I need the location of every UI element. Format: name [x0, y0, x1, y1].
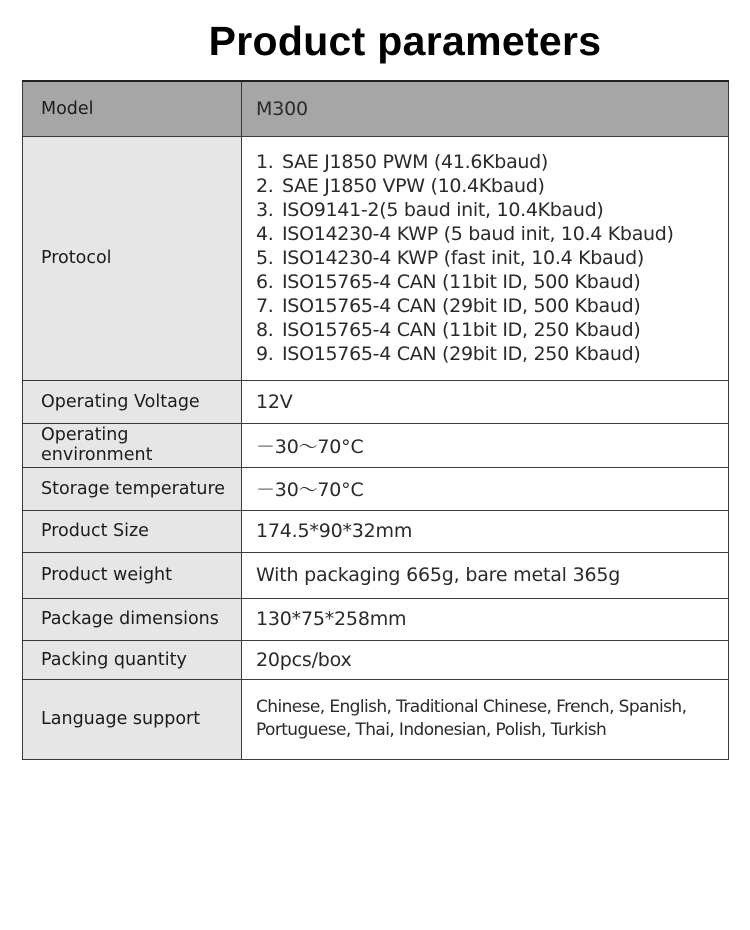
list-item: 2. SAE J1850 VPW (10.4Kbaud) [256, 174, 545, 197]
table-row-product-size [23, 510, 729, 552]
row-label: Product Size [23, 510, 242, 552]
list-item: 8. ISO15765-4 CAN (11bit ID, 250 Kbaud) [256, 319, 641, 342]
list-item: 3. ISO9141-2(5 baud init, 10.4Kbaud) [256, 198, 604, 221]
list-item: 6. ISO15765-4 CAN (11bit ID, 500 Kbaud) [256, 271, 641, 294]
table-row-package-dimensions [23, 598, 729, 640]
row-value: M300 [242, 81, 729, 136]
spec-table [22, 80, 729, 760]
table-row-protocol [23, 136, 729, 380]
row-label: Storage temperature [23, 467, 242, 510]
list-item: 4. ISO14230-4 KWP (5 baud init, 10.4 Kbaud) [256, 222, 674, 245]
row-value: －30～70°C [242, 423, 729, 467]
row-label: Protocol [23, 136, 242, 380]
table-row-product-weight [23, 552, 729, 598]
row-label: Packing quantity [23, 640, 242, 679]
table-row-storage-temperature [23, 467, 729, 510]
list-item: 5. ISO14230-4 KWP (fast init, 10.4 Kbaud) [256, 246, 644, 269]
table-row-operating-voltage [23, 380, 729, 423]
language-line: Portuguese, Thai, Indonesian, Polish, Turkish [256, 720, 607, 740]
table-row-operating-environment [23, 423, 729, 467]
protocol-list [256, 150, 728, 367]
row-label: Product weight [23, 552, 242, 598]
table-row-model [23, 81, 729, 136]
page-title: Product parameters [208, 18, 602, 64]
language-line: Chinese, English, Traditional Chinese, French, Spanish, [256, 697, 687, 717]
row-value: 130*75*258mm [242, 598, 729, 640]
row-value: 20pcs/box [242, 640, 729, 679]
protocol-list-cell [242, 136, 729, 380]
list-item: 7. ISO15765-4 CAN (29bit ID, 500 Kbaud) [256, 295, 641, 318]
row-value: 12V [242, 380, 729, 423]
list-item: 9. ISO15765-4 CAN (29bit ID, 250 Kbaud) [256, 343, 641, 366]
row-value: 174.5*90*32mm [242, 510, 729, 552]
language-list-cell [242, 679, 729, 759]
row-label: Model [23, 81, 242, 136]
row-label: Language support [23, 679, 242, 759]
row-label: Operating environment [23, 423, 242, 467]
table-row-packing-quantity [23, 640, 729, 679]
row-value: －30～70°C [242, 467, 729, 510]
list-item: 1. SAE J1850 PWM (41.6Kbaud) [256, 150, 549, 173]
row-label: Package dimensions [23, 598, 242, 640]
table-row-language-support [23, 679, 729, 759]
row-label: Operating Voltage [23, 380, 242, 423]
row-value: With packaging 665g, bare metal 365g [242, 552, 729, 598]
